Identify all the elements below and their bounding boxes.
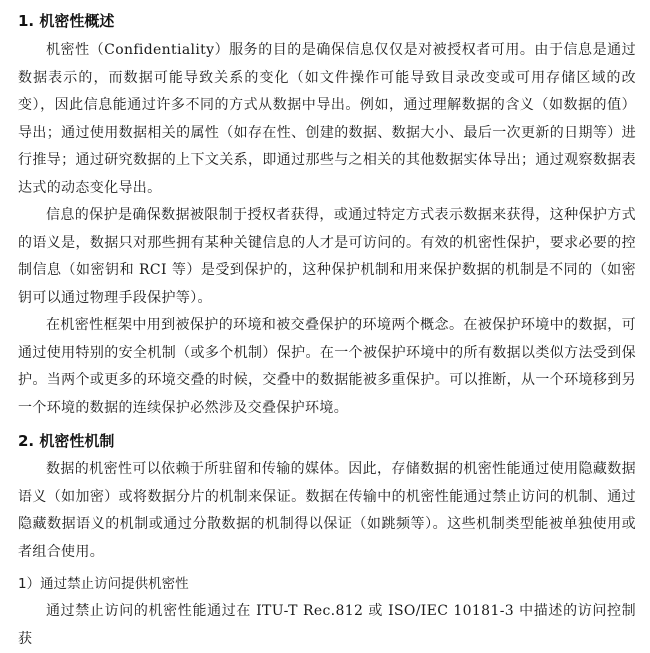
paragraph-information-protection: 信息的保护是确保数据被限制于授权者获得，或通过特定方式表示数据来获得，这种保护方式的语义是，数据只对那些拥有某种关键信息的人才是可访问的。有效的机密性保护，要求必要的控制信息（如密钥和 RCI 等）是受到保护的，这种保护机制和用来保护数据的机制是不同的（如密钥可以通过物理手段保护等）。 — [18, 207, 636, 306]
paragraph-access-control: 通过禁止访问的机密性能通过在 ITU-T Rec.812 或 ISO/IEC 10181-3 中描述的访问控制获 — [18, 603, 636, 647]
section-heading-confidentiality-mechanisms: 2. 机密性机制 — [18, 432, 115, 450]
subsection-heading-access-prevention: 1）通过禁止访问提供机密性 — [18, 576, 189, 592]
section-heading-confidentiality-overview: 1. 机密性概述 — [18, 12, 115, 30]
paragraph-confidentiality-definition: 机密性（Confidentiality）服务的目的是确保信息仅仅是对被授权者可用。由于信息是通过数据表示的，而数据可能导致关系的变化（如文件操作可能导致目录改变或可用存储区域的改变），因此信息能通过许多不同的方式从数据中导出。例如，通过理解数据的含义（如数据的值）导出；通过使用数据相关的属性（如存在性、创建的数据、数据大小、最后一次更新的日期等）进行推导；通过研究数据的上下文关系，即通过那些与之相关的其他数据实体导出；通过观察数据表达式的动态变化导出。 — [18, 42, 636, 196]
paragraph-protected-environment: 在机密性框架中用到被保护的环境和被交叠保护的环境两个概念。在被保护环境中的数据，可通过使用特别的安全机制（或多个机制）保护。在一个被保护环境中的所有数据以类似方法受到保护。当两个或更多的环境交叠的时候，交叠中的数据能被多重保护。可以推断，从一个环境移到另一个环境的数据的连续保护必然涉及交叠保护环境。 — [18, 317, 636, 416]
paragraph-mechanisms-overview: 数据的机密性可以依赖于所驻留和传输的媒体。因此，存储数据的机密性能通过使用隐藏数据语义（如加密）或将数据分片的机制来保证。数据在传输中的机密性能通过禁止访问的机制、通过隐藏数据语义的机制或通过分散数据的机制得以保证（如跳频等）。这些机制类型能被单独使用或者组合使用。 — [18, 461, 636, 560]
